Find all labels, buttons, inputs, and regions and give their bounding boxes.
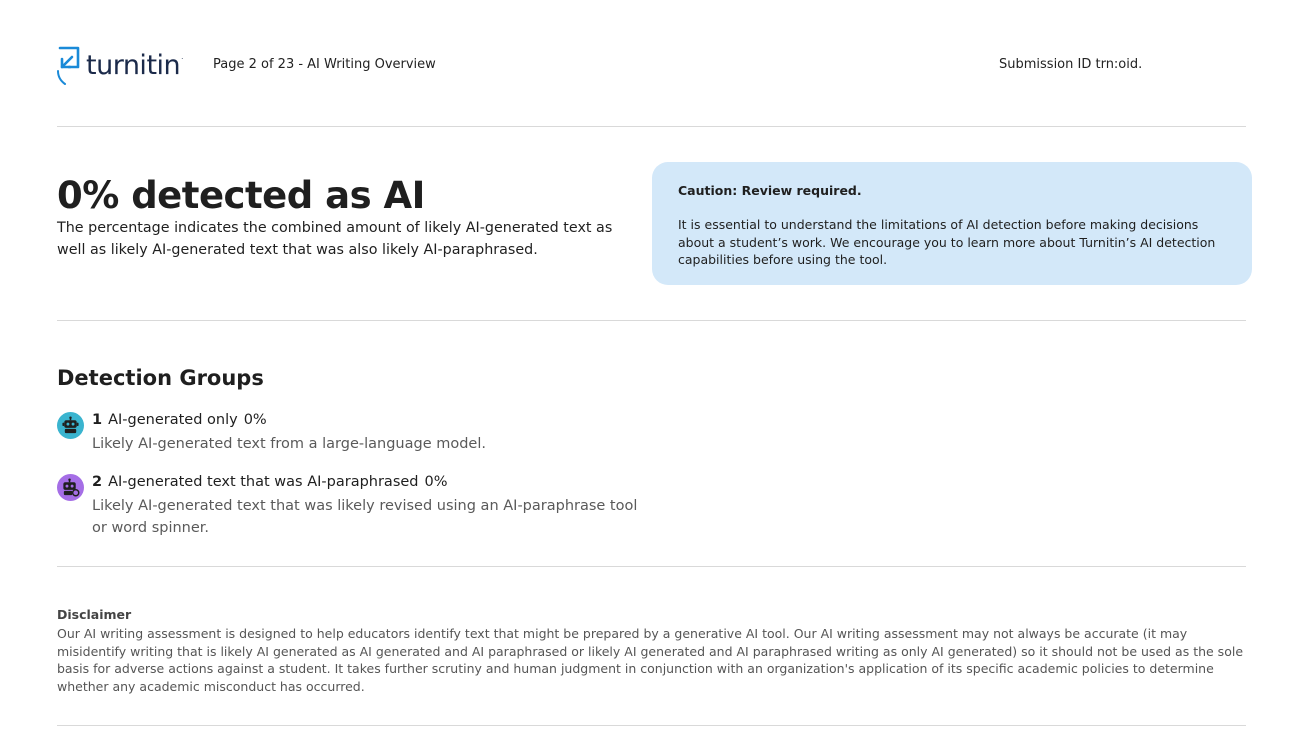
turnitin-logo [56, 45, 183, 85]
divider [57, 566, 1246, 567]
group-label: AI-generated text that was AI-paraphrased [108, 474, 419, 490]
group-percent: 0% [424, 474, 448, 490]
group-description: Likely AI-generated text that was likely revised using an AI-paraphrase tool or word spinner. [92, 498, 638, 536]
divider [57, 725, 1246, 726]
caution-box [652, 162, 1252, 285]
disclaimer-body: Our AI writing assessment is designed to help educators identify text that might be prepared by a generative AI tool. Our AI writing assessment may not always be accurate (it may misidentify writing that is likely AI generated as AI generated and AI paraphrased or likely AI generated and AI paraphrased writing as only AI generated) so it should not be used as the sole basis for adverse actions against a student. It takes further scrutiny and human judgment in conjunction with an organization's application of its specific academic policies to determine whether any academic misconduct has occurred. [57, 626, 1244, 694]
group-label: AI-generated only [108, 412, 238, 428]
detection-groups-title: Detection Groups [57, 366, 264, 390]
group-number: 1 [92, 412, 103, 428]
detection-group-2 [57, 474, 657, 540]
caution-body: It is essential to understand the limitations of AI detection before making decisions about a student’s work. We encourage you to learn more about Turnitin’s AI detection capabilities before using the tool. [678, 217, 1216, 267]
group-percent: 0% [243, 412, 267, 428]
group-number: 2 [92, 474, 103, 490]
brand-name: turnitin [86, 49, 181, 81]
submission-id: Submission ID trn:oid. [999, 57, 1143, 72]
headline-description: The percentage indicates the combined amount of likely AI-generated text as well as likely AI-generated text that was also likely AI-paraphrased. [57, 220, 613, 258]
divider [57, 320, 1246, 321]
trademark-mark: . [181, 53, 184, 61]
disclaimer-title: Disclaimer [57, 607, 132, 622]
robot-paraphrase-icon [57, 474, 84, 501]
detection-group-1 [57, 412, 657, 458]
caution-title: Caution: Review required. [678, 183, 862, 198]
ai-detection-headline: 0% detected as AI [57, 174, 425, 217]
turnitin-logo-icon [56, 45, 82, 85]
group-description: Likely AI-generated text from a large-language model. [92, 436, 486, 452]
page-info: Page 2 of 23 - AI Writing Overview [213, 57, 436, 72]
divider [57, 126, 1246, 127]
robot-icon [57, 412, 84, 439]
